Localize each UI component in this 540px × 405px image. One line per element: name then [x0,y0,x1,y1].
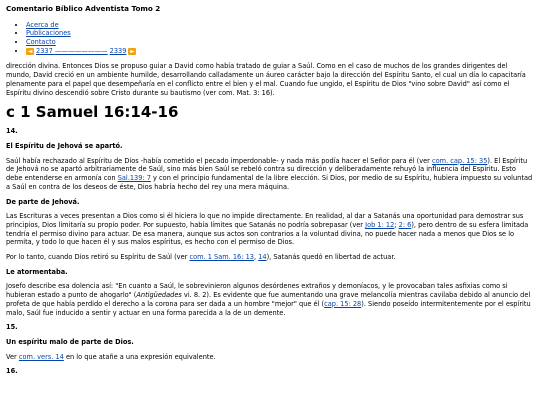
text-span: Por lo tanto, cuando Dios retiró su Espíritu de Saúl (ver [6,253,190,262]
paragraph-v14-4 [6,282,534,317]
ref-link-job-2-6[interactable]: 2: 6 [398,220,412,229]
verse-number-16: 16. [6,367,18,376]
prev-page-dashes: ———————— [54,46,108,55]
ref-link-job-1-12[interactable]: Job 1: 12 [365,220,395,229]
verse-number-14: 14. [6,127,18,136]
nav-link-publications[interactable]: Publicaciones [26,29,71,38]
ref-link-1sam-16-13[interactable]: com. 1 Sam. 16: 13 [189,253,254,262]
text-span: vi. 8. 2). Es evidente que fue aumentando una grave melancolía mientras cavilaba debido al anuncio del profeta de que había perdido el derecho a la corona para ser dada a un hombre "mejor" que él ( [6,291,531,308]
text-span: , [253,253,259,262]
nav-item-pager [26,47,534,56]
pager [26,47,136,56]
prev-arrow-icon[interactable]: • ◄ [27,47,33,55]
next-arrow-icon[interactable]: ► [130,47,135,55]
text-span: ). Siendo poseído intermitentemente por el espíritu malo, Saúl fue inducido a sentir y actuar en una forma parecida a la de un demente. [6,299,531,317]
next-page-link[interactable]: 2339 [109,46,127,55]
text-span: ), pero dentro de su esfera limitada tendría el permiso divino para actuar. De esa manera, aunque sus actos son contrarios a la voluntad divina, no puede hacer nada a menos que Dios se lo permita, y todo lo que hacen él y sus malos espíritus, es hecho con el permiso de Dios. [6,220,529,247]
ref-link-vers-14[interactable]: com. vers. 14 [18,352,64,361]
nav-item-about [26,21,534,30]
text-span: en lo que atañe a una expresión equivalente. [63,352,216,361]
nav-link-about[interactable]: Acerca de [26,20,59,29]
text-span: y con el principio fundamental de la libre elección. Si Dios, por medio de su Espíritu, hubiera impuesto su voluntad a Saúl en contra de los deseos de éste, Dios habría hecho del rey una mera máquina. [6,174,533,191]
italic-title: Antigüedades [136,291,182,300]
paragraph-v14-3 [6,253,534,262]
text-span: Josefo describe esa dolencia así: "En cuanto a Saúl, le sobrevinieron algunos desórdenes extraños y demoníacos, y le provocaban tales asfixias como si hubieran estado a punto de ahogarlo" ( [6,282,508,300]
text-span: ). El Espíritu de Jehová no se apartó arbitrariamente de Saúl, sino más bien Saúl se rebeló contra su dirección y deliberadamente rehuyó la influencia del Espíritu. Esto debe entenderse en armonía con [6,156,528,183]
nav-list [6,21,534,56]
verse-number-15: 15. [6,323,18,332]
nav-item-publications [26,29,534,38]
text-span: Las Escrituras a veces presentan a Dios como si él hiciera lo que no impide directamente. En realidad, al dar a Satanás una oportunidad para demostrar sus principios, Dios limitaría su propio poder. Por supuesto, había límites que Satanás no podría sobrepasar (ver [6,212,524,229]
text-span: Saúl había rechazado al Espíritu de Dios -había cometido el pecado imperdonable- y nada más podía hacer el Señor para él (ver [6,156,432,165]
paragraph-v14-2 [6,212,534,247]
site-title: Comentario Bíblico Adventista Tomo 2 [6,4,161,13]
page-title: c 1 Samuel 16:14-16 [6,103,179,122]
nav-link-contact[interactable]: Contacto [26,37,56,46]
verse-heading-evil-spirit: Un espíritu malo de parte de Dios. [6,337,134,346]
ref-link-cap-15-28[interactable]: cap. 15: 28 [324,299,362,308]
verse-heading-spirit-departed: El Espíritu de Jehová se apartó. [6,141,123,150]
verse-heading-from-jehovah: De parte de Jehová. [6,197,80,206]
verse-heading-tormented: Le atormentaba. [6,267,68,276]
intro-paragraph: dirección divina. Entonces Dios se propuso guiar a David como había tratado de guiar a Saúl. Como en el caso de muchos de los grandes dirigentes del mundo, David creció en un ambiente humilde, desarrollando calladamente un áureo carácter bajo la dirección del Espíritu Santo, el cual un día lo capacitaría plenamente para el papel que desempeñaría en el conflicto entre el bien y el mal. Cuando fue ungido, el Espíritu de Dios "vino sobre David" así como el Espíritu divino descendió sobre Cristo durante su bautismo (ver com. Mat. 3: 16). [6,62,526,97]
text-span: ; [394,220,399,229]
text-span: ), Satanás quedó en libertad de actuar. [266,253,396,262]
paragraph-v14-1 [6,157,534,192]
ref-link-1sam-16-14[interactable]: 14 [258,253,267,262]
prev-page-link[interactable] [36,47,108,56]
ref-link-sal-139-7[interactable]: Sal.139: 7 [117,174,151,183]
ref-link-cap-15-35[interactable]: com. cap. 15: 35 [431,156,488,165]
prev-page-label: 2337 [36,46,55,55]
paragraph-v15 [6,353,534,362]
nav-item-contact [26,38,534,47]
text-span: Ver [6,352,19,361]
